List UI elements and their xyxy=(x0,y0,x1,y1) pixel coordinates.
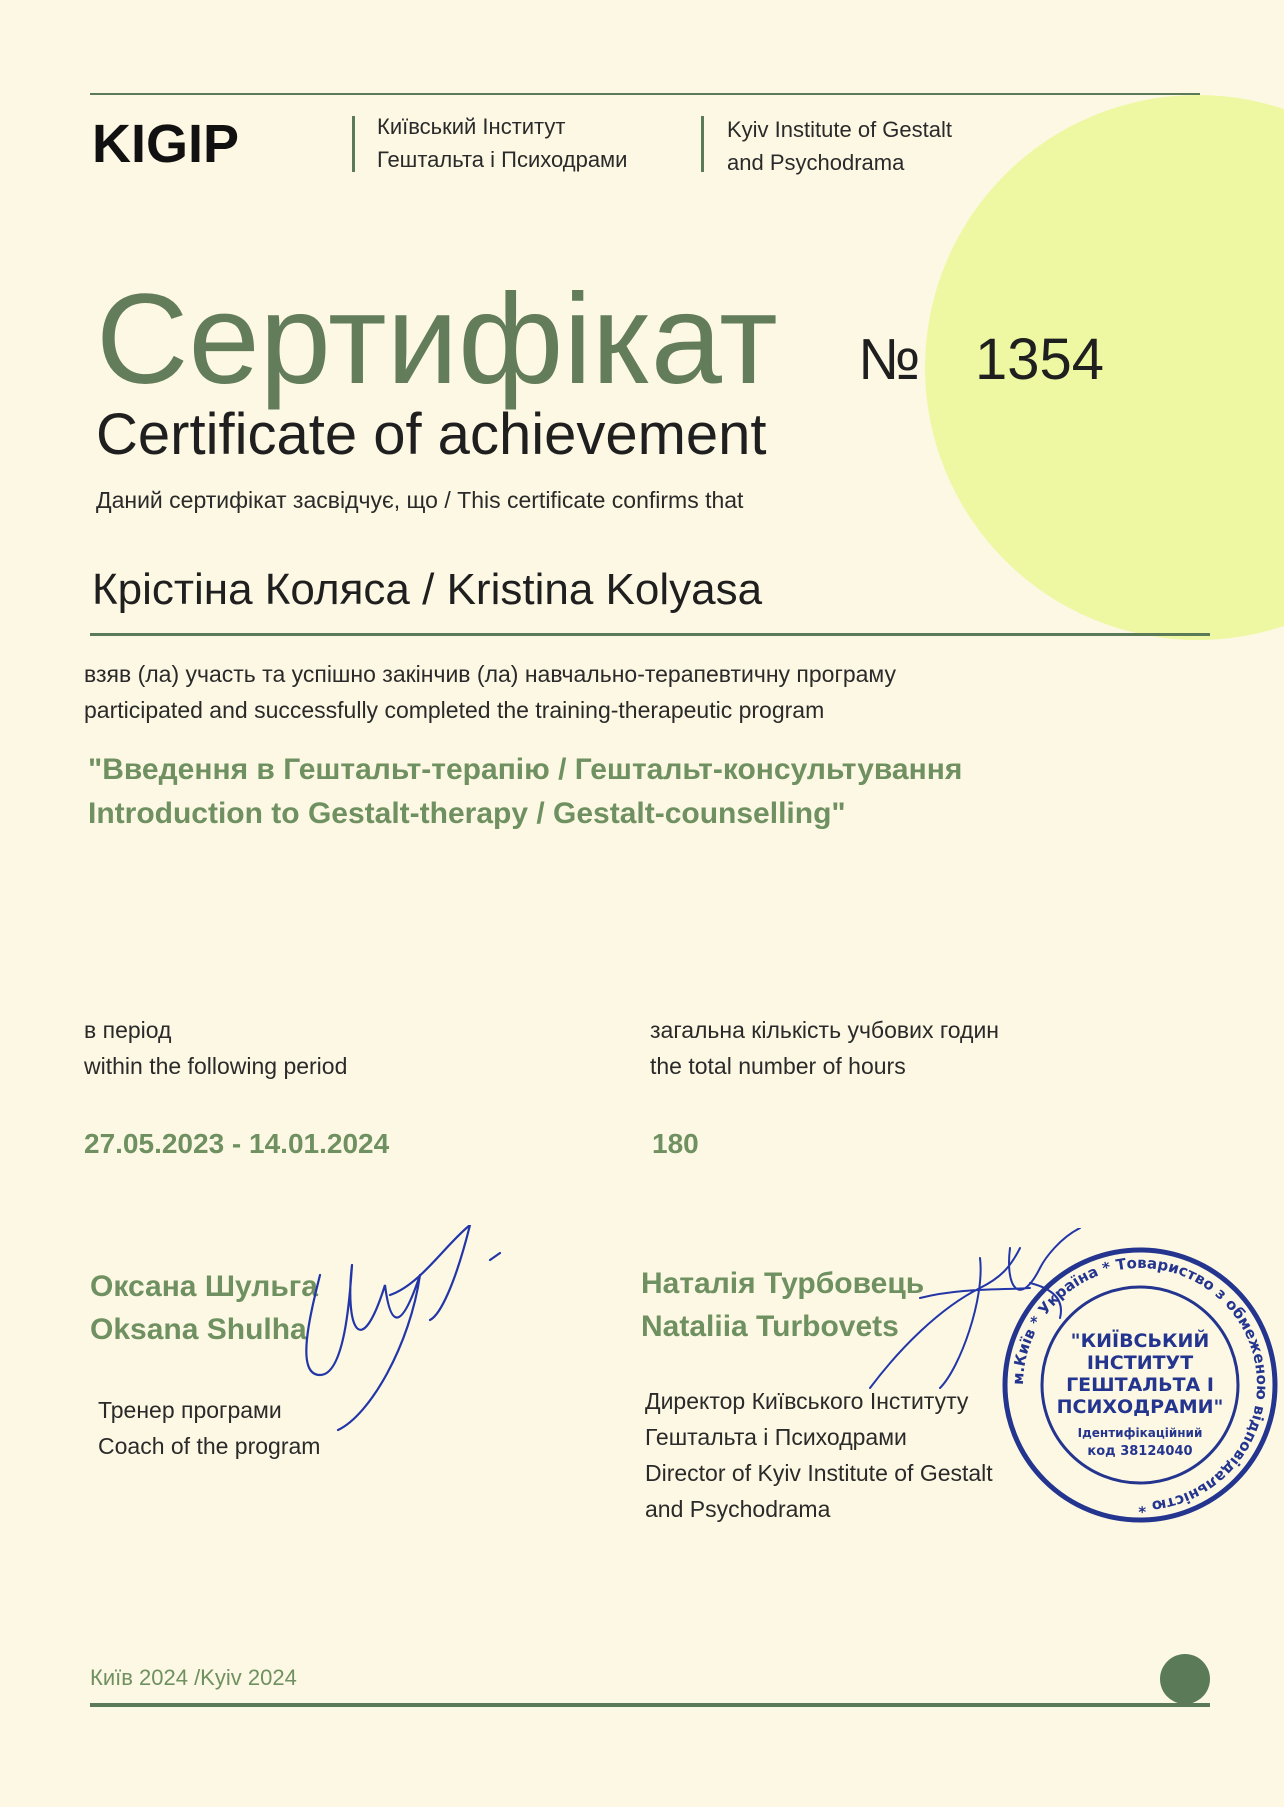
svg-text:KIGIP: KIGIP xyxy=(92,114,240,172)
svg-text:код 38124040: код 38124040 xyxy=(1087,1444,1193,1459)
confirms-text: Даний сертифікат засвідчує, що / This certificate confirms that xyxy=(96,487,744,513)
svg-text:Ідентифікаційний: Ідентифікаційний xyxy=(1077,1426,1203,1440)
certificate-title-en: Certificate of achievement xyxy=(96,402,767,467)
period-label: в період within the following period xyxy=(84,1017,348,1079)
director-name: Наталія Турбовець Nataliia Turbovets xyxy=(641,1267,925,1343)
header-divider xyxy=(352,116,355,172)
top-rule xyxy=(90,93,1200,95)
hours-label: загальна кількість учбових годин the total number of hours xyxy=(650,1017,999,1079)
svg-text:"КИЇВСЬКИЙ: "КИЇВСЬКИЙ xyxy=(1070,1330,1210,1352)
recipient-name: Крістіна Коляса / Kristina Kolyasa xyxy=(92,565,763,614)
svg-text:м.Київ * Україна * Товариство: м.Київ * Україна * Товариство з обмеженою відповідальністю * xyxy=(1008,1253,1272,1517)
coach-signature xyxy=(290,1225,510,1435)
place-and-year: Київ 2024 /Kyiv 2024 xyxy=(90,1665,297,1690)
certificate-title-ua: Сертифікат xyxy=(96,268,778,411)
institute-seal xyxy=(1000,1245,1280,1525)
svg-text:ІНСТИТУТ: ІНСТИТУТ xyxy=(1086,1352,1194,1374)
program-title: "Введення в Гештальт-терапію / Гештальт-консультування Introduction to Gestalt-therapy / Gestalt-counselling" xyxy=(88,753,963,830)
bottom-rule xyxy=(90,1703,1210,1707)
coach-role: Тренер програми Coach of the program xyxy=(98,1397,321,1459)
svg-text:ГЕШТАЛЬТА І: ГЕШТАЛЬТА І xyxy=(1066,1374,1214,1396)
hours-value: 180 xyxy=(652,1128,699,1159)
participation-text: взяв (ла) участь та успішно закінчив (ла) навчально-терапевтичну програму participated and successfully completed the training-therapeutic program xyxy=(84,661,896,723)
svg-text:ПСИХОДРАМИ": ПСИХОДРАМИ" xyxy=(1056,1396,1224,1418)
institute-name-ua: Київський Інститут Гештальта і Психодрами xyxy=(377,114,628,172)
certificate-number: 1354 xyxy=(975,327,1105,392)
institute-name-en: Kyiv Institute of Gestalt and Psychodrama xyxy=(727,117,952,175)
decorative-dot xyxy=(1160,1654,1210,1704)
header-divider xyxy=(701,116,704,172)
name-underline xyxy=(90,633,1210,636)
number-sign: № xyxy=(858,327,921,392)
coach-name: Оксана Шульга Oksana Shulha xyxy=(90,1270,318,1346)
period-value: 27.05.2023 - 14.01.2024 xyxy=(84,1128,390,1159)
director-role: Директор Київського Інституту Гештальта і Психодрами Director of Kyiv Institute of Gestalt and Psychodrama xyxy=(645,1388,993,1522)
kigip-logo xyxy=(92,112,257,172)
